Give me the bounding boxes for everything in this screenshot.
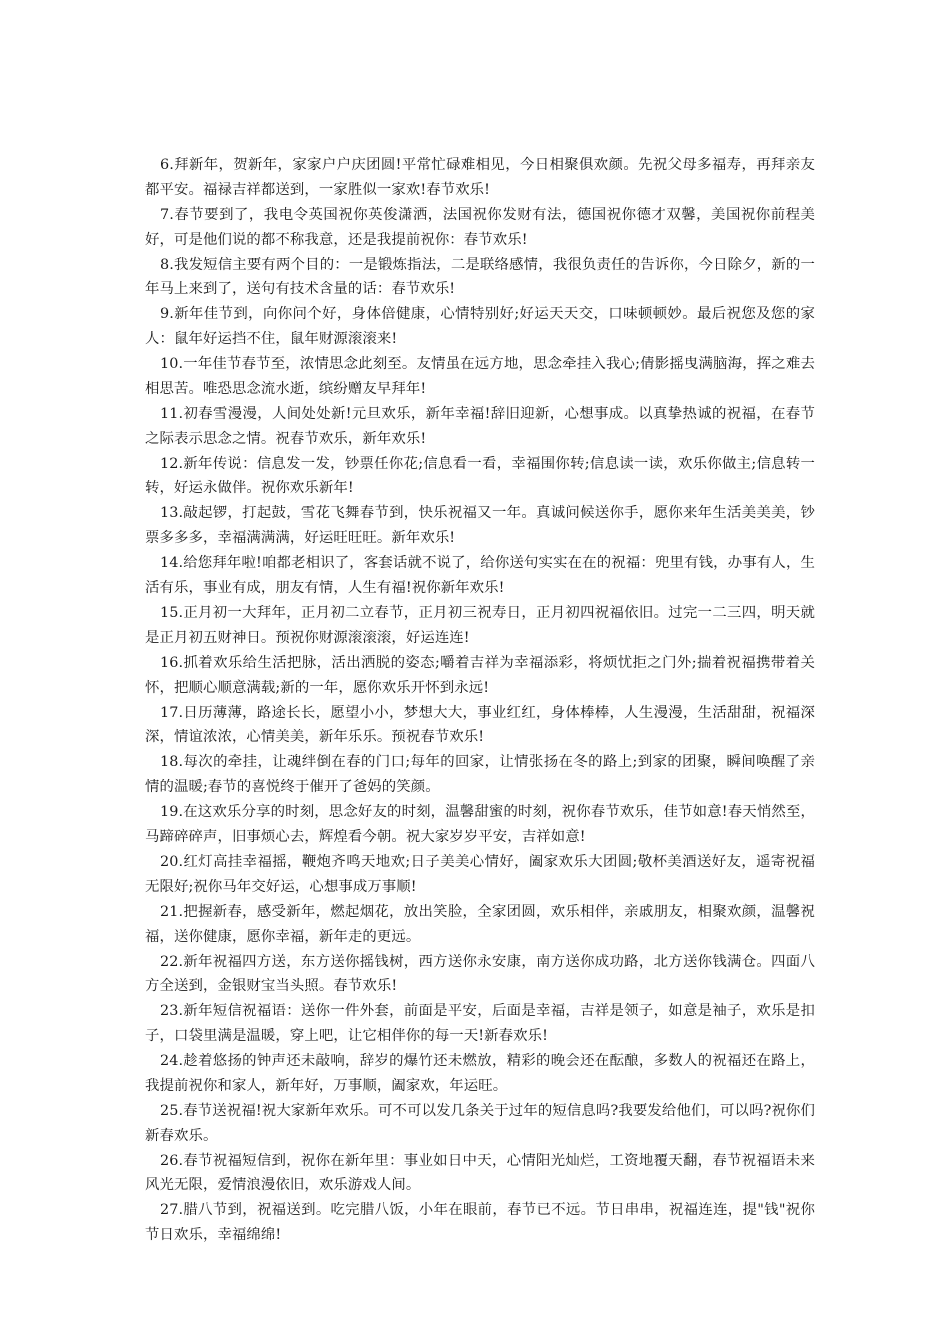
paragraph-17: 17.日历薄薄，路途长长，愿望小小，梦想大大，事业红红，身体棒棒，人生漫漫，生活甜甜，祝福深深，情谊浓浓，心情美美，新年乐乐。预祝春节欢乐! xyxy=(145,704,815,746)
paragraph-27: 27.腊八节到，祝福送到。吃完腊八饭，小年在眼前，春节已不远。节日串串，祝福连连，提"钱"祝你节日欢乐，幸福绵绵! xyxy=(145,1202,815,1244)
paragraph-13: 13.敲起锣，打起鼓，雪花飞舞春节到，快乐祝福又一年。真诚问候送你手，愿你来年生活美美美，钞票多多多，幸福满满满，好运旺旺旺。新年欢乐! xyxy=(145,505,815,547)
paragraph-24: 24.趁着悠扬的钟声还未敲响，辞岁的爆竹还未燃放，精彩的晚会还在酝酿，多数人的祝福还在路上，我提前祝你和家人，新年好，万事顺，阖家欢，年运旺。 xyxy=(145,1053,815,1094)
paragraph-8: 8.我发短信主要有两个目的：一是锻炼指法，二是联络感情，我很负责任的告诉你，今日除夕，新的一年马上来到了，送句有技术含量的话：春节欢乐! xyxy=(145,256,815,298)
paragraph-19: 19.在这欢乐分享的时刻，思念好友的时刻，温馨甜蜜的时刻，祝你春节欢乐，佳节如意!春天悄然至，马蹄碎碎声，旧事烦心去，辉煌看今朝。祝大家岁岁平安，吉祥如意! xyxy=(145,804,815,845)
paragraph-9: 9.新年佳节到，向你问个好，身体倍健康，心情特别好;好运天天交，口味顿顿妙。最后祝您及您的家人：鼠年好运挡不住，鼠年财源滚滚来! xyxy=(145,306,815,348)
paragraph-16: 16.抓着欢乐给生活把脉，活出洒脱的姿态;嚼着吉祥为幸福添彩，将烦忧拒之门外;揣着祝福携带着关怀，把顺心顺意满载;新的一年，愿你欢乐开怀到永远! xyxy=(145,654,815,696)
paragraph-12: 12.新年传说：信息发一发，钞票任你花;信息看一看，幸福围你转;信息读一读，欢乐你做主;信息转一转，好运永做伴。祝你欢乐新年! xyxy=(145,455,815,497)
paragraph-21: 21.把握新春，感受新年，燃起烟花，放出笑脸，全家团圆，欢乐相伴，亲戚朋友，相聚欢颜，温馨祝福，送你健康，愿你幸福，新年走的更远。 xyxy=(145,903,815,945)
document-body xyxy=(145,153,815,1248)
paragraph-14: 14.给您拜年啦!咱都老相识了，客套话就不说了，给你送句实实在在的祝福：兜里有钱，办事有人，生活有乐，事业有成，朋友有情，人生有福!祝你新年欢乐! xyxy=(145,555,815,597)
paragraph-23: 23.新年短信祝福语：送你一件外套，前面是平安，后面是幸福，吉祥是领子，如意是袖子，欢乐是扣子，口袋里满是温暖，穿上吧，让它相伴你的每一天!新春欢乐! xyxy=(145,1003,815,1045)
paragraph-20: 20.红灯高挂幸福摇，鞭炮齐鸣天地欢;日子美美心情好，阖家欢乐大团圆;敬杯美酒送好友，遥寄祝福无限好;祝你马年交好运，心想事成万事顺! xyxy=(145,853,815,895)
paragraph-7: 7.春节要到了，我电令英国祝你英俊潇洒，法国祝你发财有法，德国祝你德才双馨，美国祝你前程美好，可是他们说的都不称我意，还是我提前祝你：春节欢乐! xyxy=(145,206,815,248)
paragraph-18: 18.每次的牵挂，让魂绊倒在春的门口;每年的回家，让情张扬在冬的路上;到家的团聚，瞬间唤醒了亲情的温暖;春节的喜悦终于催开了爸妈的笑颜。 xyxy=(145,754,815,796)
paragraph-11: 11.初春雪漫漫，人间处处新!元旦欢乐，新年幸福!辞旧迎新，心想事成。以真挚热诚的祝福，在春节之际表示思念之情。祝春节欢乐，新年欢乐! xyxy=(145,405,815,447)
paragraph-6: 6.拜新年，贺新年，家家户户庆团圆!平常忙碌难相见，今日相聚俱欢颜。先祝父母多福寿，再拜亲友都平安。福禄吉祥都送到，一家胜似一家欢!春节欢乐! xyxy=(145,157,815,198)
paragraph-26: 26.春节祝福短信到，祝你在新年里：事业如日中天，心情阳光灿烂，工资地覆天翻，春节祝福语未来风光无限，爱情浪漫依旧，欢乐游戏人间。 xyxy=(145,1152,815,1194)
paragraph-15: 15.正月初一大拜年，正月初二立春节，正月初三祝寿日，正月初四祝福依旧。过完一二三四，明天就是正月初五财神日。预祝你财源滚滚滚，好运连连! xyxy=(145,605,815,646)
paragraph-22: 22.新年祝福四方送，东方送你摇钱树，西方送你永安康，南方送你成功路，北方送你钱满仓。四面八方全送到，金银财宝当头照。春节欢乐! xyxy=(145,953,815,995)
paragraph-25: 25.春节送祝福!祝大家新年欢乐。可不可以发几条关于过年的短信息吗?我要发给他们，可以吗?祝你们新春欢乐。 xyxy=(145,1102,815,1144)
paragraph-10: 10.一年佳节春节至，浓情思念此刻至。友情虽在远方地，思念牵挂入我心;倩影摇曳满脑海，挥之难去相思苦。唯恐思念流水逝，缤纷赠友早拜年! xyxy=(145,356,815,397)
